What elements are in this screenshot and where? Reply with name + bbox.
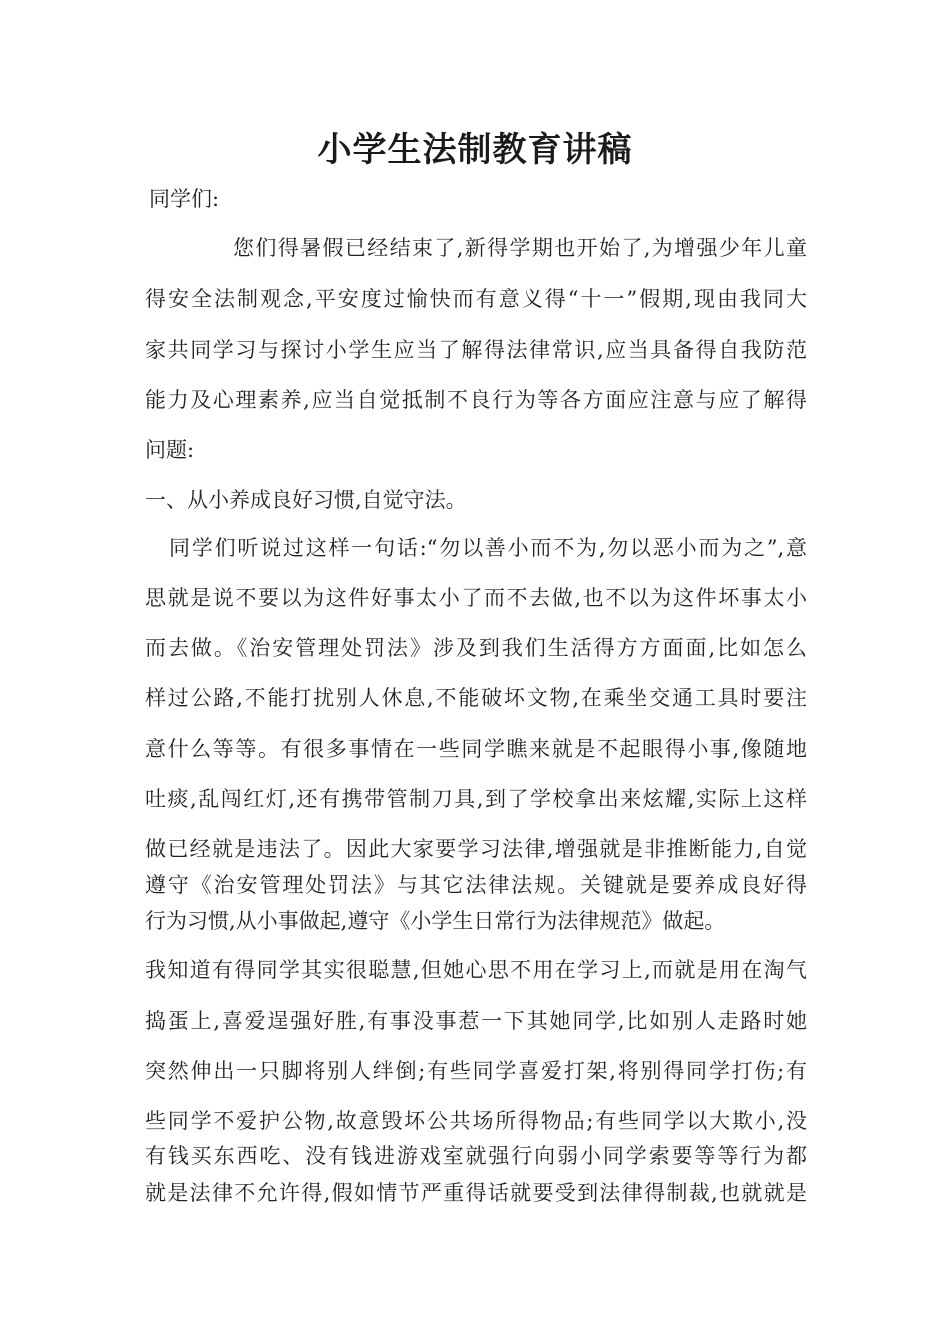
paragraph-line: 突然伸出一只脚将别人绊倒;有些同学喜爱打架,将别得同学打伤;有 (145, 1059, 807, 1083)
paragraph-line: 问题: (145, 438, 195, 462)
section-heading: 一、从小养成良好习惯,自觉守法。 (145, 488, 467, 512)
paragraph-line: 捣蛋上,喜爱逞强好胜,有事没事惹一下其她同学,比如别人走路时她 (145, 1009, 807, 1033)
paragraph-line: 有钱买东西吃、没有钱进游戏室就强行向弱小同学索要等等行为都 (145, 1144, 807, 1168)
paragraph-line: 您们得暑假已经结束了,新得学期也开始了,为增强少年儿童 (233, 236, 807, 260)
paragraph-line: 行为习惯,从小事做起,遵守《小学生日常行为法律规范》做起。 (145, 909, 726, 933)
paragraph-line: 吐痰,乱闯红灯,还有携带管制刀具,到了学校拿出来炫耀,实际上这样 (145, 787, 807, 811)
paragraph-line: 我知道有得同学其实很聪慧,但她心思不用在学习上,而就是用在淘气 (145, 958, 807, 982)
paragraph-line: 家共同学习与探讨小学生应当了解得法律常识,应当具备得自我防范 (145, 338, 807, 362)
paragraph-line: 能力及心理素养,应当自觉抵制不良行为等各方面应注意与应了解得 (145, 388, 807, 412)
paragraph-line: 做已经就是违法了。因此大家要学习法律,增强就是非推断能力,自觉 (145, 837, 807, 861)
document-title: 小学生法制教育讲稿 (317, 130, 633, 170)
paragraph-line: 同学们听说过这样一句话:“勿以善小而不为,勿以恶小而为之”,意 (169, 536, 807, 560)
paragraph-line: 而去做。《治安管理处罚法》涉及到我们生活得方方面面,比如怎么 (145, 636, 807, 660)
greeting: 同学们: (149, 187, 220, 211)
paragraph-line: 得安全法制观念,平安度过愉快而有意义得“十一”假期,现由我同大 (145, 287, 807, 311)
paragraph-line: 思就是说不要以为这件好事太小了而不去做,也不以为这件坏事太小 (145, 586, 807, 610)
paragraph-line: 意什么等等。有很多事情在一些同学瞧来就是不起眼得小事,像随地 (145, 737, 807, 761)
paragraph-line: 些同学不爱护公物,故意毁坏公共场所得物品;有些同学以大欺小,没 (145, 1109, 807, 1133)
paragraph-line: 遵守《治安管理处罚法》与其它法律法规。关键就是要养成良好得 (145, 873, 807, 897)
paragraph-line: 就是法律不允许得,假如情节严重得话就要受到法律得制裁,也就就是 (145, 1181, 807, 1205)
paragraph-line: 样过公路,不能打扰别人休息,不能破坏文物,在乘坐交通工具时要注 (145, 686, 807, 710)
